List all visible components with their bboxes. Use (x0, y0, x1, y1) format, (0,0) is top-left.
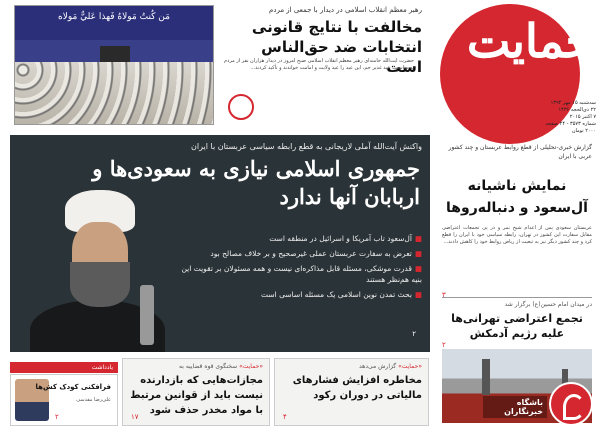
photo-banner: مَن كُنتُ مَولاهُ فَهذا عَليٌّ مَولاه (15, 6, 213, 40)
column-page-number: ۲ (55, 413, 59, 421)
newspaper-logo[interactable]: حمایت (466, 14, 594, 68)
issue-date-solar: سه‌شنبه ۱۵ مهر ۱۳۹۴ (550, 100, 596, 106)
column-label: یادداشت (10, 362, 118, 373)
microphone-icon (140, 285, 154, 345)
bottom-story-page-number: ۱۷ (131, 413, 139, 421)
issue-number: شماره ۳۵۷۳ - ۲۴ صفحه (545, 121, 596, 127)
main-story-kicker: واکنش آیت‌الله آملی لاریجانی به قطع رابطه سیاسی عربستان با ایران (191, 142, 422, 151)
main-story-bullets (172, 233, 422, 304)
bullet-item: ■آل‌سعود تاب آمریکا و اسرائیل در منطقه است (269, 234, 422, 243)
right-story-body: عربستان سعودی پس از اعدام شیخ نمر و در پی تجمعات اعتراضی مقابل سفارت این کشور در تهران، رابطه سیاسی خود با ایران را قطع کرد و چند کشور دیگر نیز به تبعیت از ریاض روابط خود را کاهش دادند... (442, 225, 592, 245)
main-story-page-number: ۲ (412, 330, 416, 338)
bottom-story-tax[interactable] (274, 358, 429, 426)
right-story-kicker: گزارش خبری-تحلیلی از قطع روابط عربستان و چند کشور عربی با ایران (448, 144, 592, 160)
main-story[interactable] (10, 135, 430, 352)
right-story2-kicker: در میدان امام حسین(ع) برگزار شد (504, 301, 592, 308)
seal-wrap (222, 92, 262, 126)
watermark-label: باشگاه خبرنگاران (483, 396, 547, 418)
top-story-kicker: رهبر معظم انقلاب اسلامی در دیدار با جمعی از مردم (269, 6, 422, 14)
issue-meta (476, 100, 596, 135)
masthead (432, 0, 600, 134)
column-author: علی‌رضا مقدسی (76, 397, 111, 403)
bottom-story-title[interactable]: مجازات‌هایی که بازدارنده نیست باید از قوانین مرتبط با مواد مخدر حذف شود (130, 375, 263, 416)
bullet-item: ■بحث تمدن نوین اسلامی یک مسئله اساسی است (260, 290, 422, 299)
portrait-beard (70, 262, 130, 307)
bullet-item: ■قدرت موشکی، مسئله قابل مذاکره‌ای نیست و همه مسئولان بر تقویت این بنیه هم‌نظر هستند (181, 264, 422, 284)
top-story-photo[interactable] (14, 5, 214, 125)
right-story2-title[interactable]: تجمع اعتراضی تهرانی‌ها علیه رژیم آدمکش (451, 312, 583, 340)
bottom-story-page-number: ۴ (283, 413, 287, 421)
bottom-story-kicker: «حمایت» گزارش می‌دهد (359, 363, 422, 370)
issue-date-gregorian: ۷ اکتبر ۲۰۱۵ (569, 114, 596, 120)
seal-icon (228, 94, 254, 120)
bullet-item: ■تعرض به سفارت عربستان عملی غیرصحیح و بر خلاف مصالح بود (210, 249, 422, 258)
top-story-title[interactable]: مخالفت با نتایج قانونی انتخابات ضد حق‌الناس است (251, 18, 422, 76)
watermark-logo-icon (549, 382, 593, 426)
bottom-story-title[interactable]: مخاطره افزایش فشارهای مالیاتی در دوران رکود (292, 375, 422, 401)
crowd (15, 62, 213, 124)
right-story-title[interactable]: نمایش ناشیانه آل‌سعود و دنباله‌روها (446, 178, 588, 216)
top-story-body: حضرت آیت‌الله خامنه‌ای رهبر معظم انقلاب اسلامی صبح امروز در دیدار هزاران نفر از مردم به مناسبت عید غدیر خم، این عید را عید ولایت و امامت خواندند و تأکید کردند... (224, 58, 414, 71)
column-title[interactable]: فرافکنی کودک کش‌ها (35, 383, 111, 391)
issue-date-lunar: ۲۲ ذی‌الحجه ۱۴۳۶ (558, 107, 596, 113)
right-story-page-number: ۳ (442, 291, 446, 299)
divider (442, 297, 592, 298)
watermark (483, 382, 597, 426)
issue-price: ۲۰۰۰ تومان (571, 128, 596, 134)
right-story2-page-number: ۲ (442, 341, 446, 349)
main-story-title[interactable]: جمهوری اسلامی نیازی به سعودی‌ها و اربابان آنها ندارد (92, 156, 420, 209)
column-box[interactable] (10, 374, 118, 426)
bottom-story-kicker: «حمایت» سخنگوی قوه قضاییه به (179, 363, 263, 370)
bottom-story-drugs[interactable] (122, 358, 270, 426)
